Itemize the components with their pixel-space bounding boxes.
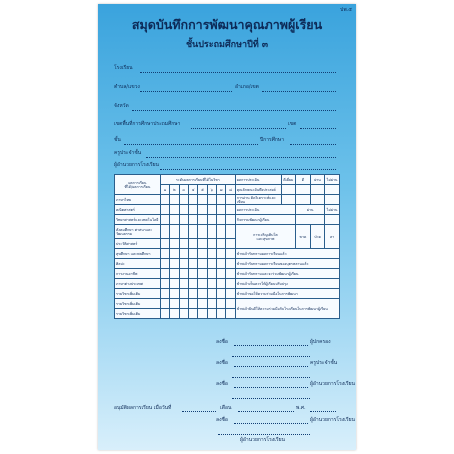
- subject-career: การงานอาชีพ: [115, 269, 161, 279]
- comment-1: ข้าพเจ้ารับทราบผลการเรียนแล้ว: [235, 249, 339, 259]
- document-title: สมุดบันทึกการพัฒนาคุณภาพผู้เรียน: [131, 17, 323, 32]
- activity-row-label: กิจกรรมพัฒนาผู้เรียน: [235, 215, 295, 225]
- cell: [296, 185, 311, 195]
- approve-day-line: [182, 405, 216, 412]
- form-code: ปพ.๕: [340, 7, 352, 13]
- approve-year-label: พ.ศ.: [296, 405, 306, 411]
- director-label: ผู้อำนวยการโรงเรียน: [114, 162, 159, 168]
- approver-role: ผู้อำนวยการโรงเรียน: [310, 417, 355, 423]
- class-line: [124, 138, 258, 145]
- grade-col: ๒: [170, 185, 179, 195]
- year-label: ปีการศึกษา: [260, 137, 284, 143]
- sign-line-parent: [234, 339, 308, 346]
- health-label-line-1: การเจริญเติบโต: [253, 232, 278, 237]
- province-line: [132, 104, 336, 111]
- health-label-line-2: และสุขภาพ: [256, 236, 275, 241]
- subject-science: วิทยาศาสตร์และเทคโนโลยี: [115, 215, 161, 225]
- province-label: จังหวัด: [114, 103, 129, 109]
- district-line: [262, 85, 336, 92]
- comment-3: ข้าพเจ้ารับทราบและจะร่วมพัฒนาผู้เรียน: [235, 269, 339, 279]
- grade-col: ๑: [160, 185, 169, 195]
- sign-line-director: [234, 381, 308, 388]
- health-label: [235, 225, 295, 249]
- activity-fail-col: ไม่ผ่าน: [325, 205, 340, 215]
- comment-6: ข้าพเจ้ายินดีให้ความร่วมมือกับโรงเรียนในการพัฒนาผู้เรียน: [235, 299, 339, 319]
- class-label: ชั้น: [114, 137, 121, 143]
- sign-line-teacher: [234, 360, 308, 367]
- grade-header: ระดับผลการเรียนที่ได้ในวิชา: [160, 175, 235, 185]
- approve-month-line: [238, 405, 294, 412]
- sign-label-parent: ลงชื่อ: [216, 339, 228, 345]
- subject-header: [115, 175, 161, 195]
- sick-col: ป่วย: [310, 225, 325, 249]
- approve-label: อนุมัติผลการเรียน เมื่อวันที่: [114, 405, 172, 411]
- leave-col: ลา: [325, 225, 340, 249]
- school-line: [140, 66, 336, 73]
- subject-foreign: ภาษาต่างประเทศ: [115, 279, 161, 289]
- grade-col: ๔: [188, 185, 197, 195]
- subject-art: ศิลปะ: [115, 259, 161, 269]
- subject-thai: ภาษาไทย: [115, 195, 161, 205]
- assess-col-2: ดี: [296, 175, 311, 185]
- activity-assess-header: ผลการประเมิน: [235, 205, 295, 215]
- director-role: ผู้อำนวยการโรงเรียน: [310, 381, 355, 387]
- absent-col: ขาด: [296, 225, 311, 249]
- subject-math: คณิตศาสตร์: [115, 205, 161, 215]
- area-number-line: [300, 122, 336, 129]
- approver-title: ผู้อำนวยการโรงเรียน: [240, 437, 285, 443]
- grade-col: ๖: [207, 185, 216, 195]
- assess-col-4: ไม่ผ่าน: [325, 175, 340, 185]
- subject-health: สุขศึกษา และพลศึกษา: [115, 249, 161, 259]
- approve-month-label: เดือน: [220, 405, 232, 411]
- district-label: อำเภอ/เขต: [235, 84, 259, 90]
- grade-col: ๗: [216, 185, 225, 195]
- subdistrict-line: [140, 85, 232, 92]
- subject-history: ประวัติศาสตร์: [115, 239, 161, 249]
- sign-label-director: ลงชื่อ: [216, 381, 228, 387]
- subject-header-line-2: ที่ได้/ผลการเรียน: [124, 184, 151, 189]
- characteristics-label: คุณลักษณะอันพึงประสงค์: [235, 185, 281, 195]
- subject-extra-3: รายวิชาเพิ่มเติม: [115, 309, 161, 319]
- area-label: เขตพื้นที่การศึกษาประถมศึกษา: [114, 121, 181, 127]
- name-line-approver: [218, 428, 310, 435]
- subject-social: สังคมศึกษา ศาสนาและวัฒนธรรม: [115, 225, 161, 239]
- comment-2: ข้าพเจ้ารับทราบผลการเรียนของบุตรหลานแล้ว: [235, 259, 339, 269]
- director-line: [160, 163, 336, 170]
- teacher-role: ครูประจำชั้น: [310, 360, 338, 366]
- parent-role: ผู้ปกครอง: [310, 339, 331, 345]
- approve-year-line: [310, 405, 336, 412]
- document-subtitle: ชั้นประถมศึกษาปีที่ ๓: [185, 40, 269, 50]
- sign-label-teacher: ลงชื่อ: [216, 360, 228, 366]
- area-line: [191, 122, 286, 129]
- name-line-teacher: [232, 371, 310, 378]
- assess-col-1: ดีเยี่ยม: [281, 175, 296, 185]
- cell: [281, 185, 296, 195]
- subject-extra-1: รายวิชาเพิ่มเติม: [115, 289, 161, 299]
- school-label: โรงเรียน: [114, 65, 133, 71]
- name-line-parent: [232, 350, 310, 357]
- year-line: [290, 138, 336, 145]
- results-table: [114, 174, 340, 319]
- homeroom-teacher-label: ครูประจำชั้น: [114, 150, 142, 156]
- grade-col: ๓: [179, 185, 188, 195]
- sign-line-approver: [234, 417, 308, 424]
- activity-pass-col: ผ่าน: [296, 205, 325, 215]
- report-card-cover: [98, 4, 356, 450]
- cell: [325, 185, 340, 195]
- comment-5: ข้าพเจ้าขอให้ความร่วมมือในการพัฒนา: [235, 289, 339, 299]
- subject-extra-2: รายวิชาเพิ่มเติม: [115, 299, 161, 309]
- subject-header-line-1: ผลการเรียน: [128, 180, 147, 185]
- assess-col-3: ผ่าน: [310, 175, 325, 185]
- area-suffix-label: เขต: [288, 121, 297, 127]
- comment-4: ข้าพเจ้าเห็นควรให้ผู้เรียนปรับปรุง: [235, 279, 339, 289]
- cell: [310, 185, 325, 195]
- grade-col: ๕: [198, 185, 207, 195]
- homeroom-teacher-line: [146, 151, 336, 158]
- grade-col: ๘: [226, 185, 235, 195]
- reading-label: การอ่าน คิดวิเคราะห์และเขียน: [235, 195, 281, 205]
- assessment-header: ผลการประเมิน: [235, 175, 281, 185]
- name-line-director: [232, 392, 310, 399]
- subdistrict-label: ตำบล/แขวง: [114, 84, 140, 90]
- sign-label-approver: ลงชื่อ: [216, 417, 228, 423]
